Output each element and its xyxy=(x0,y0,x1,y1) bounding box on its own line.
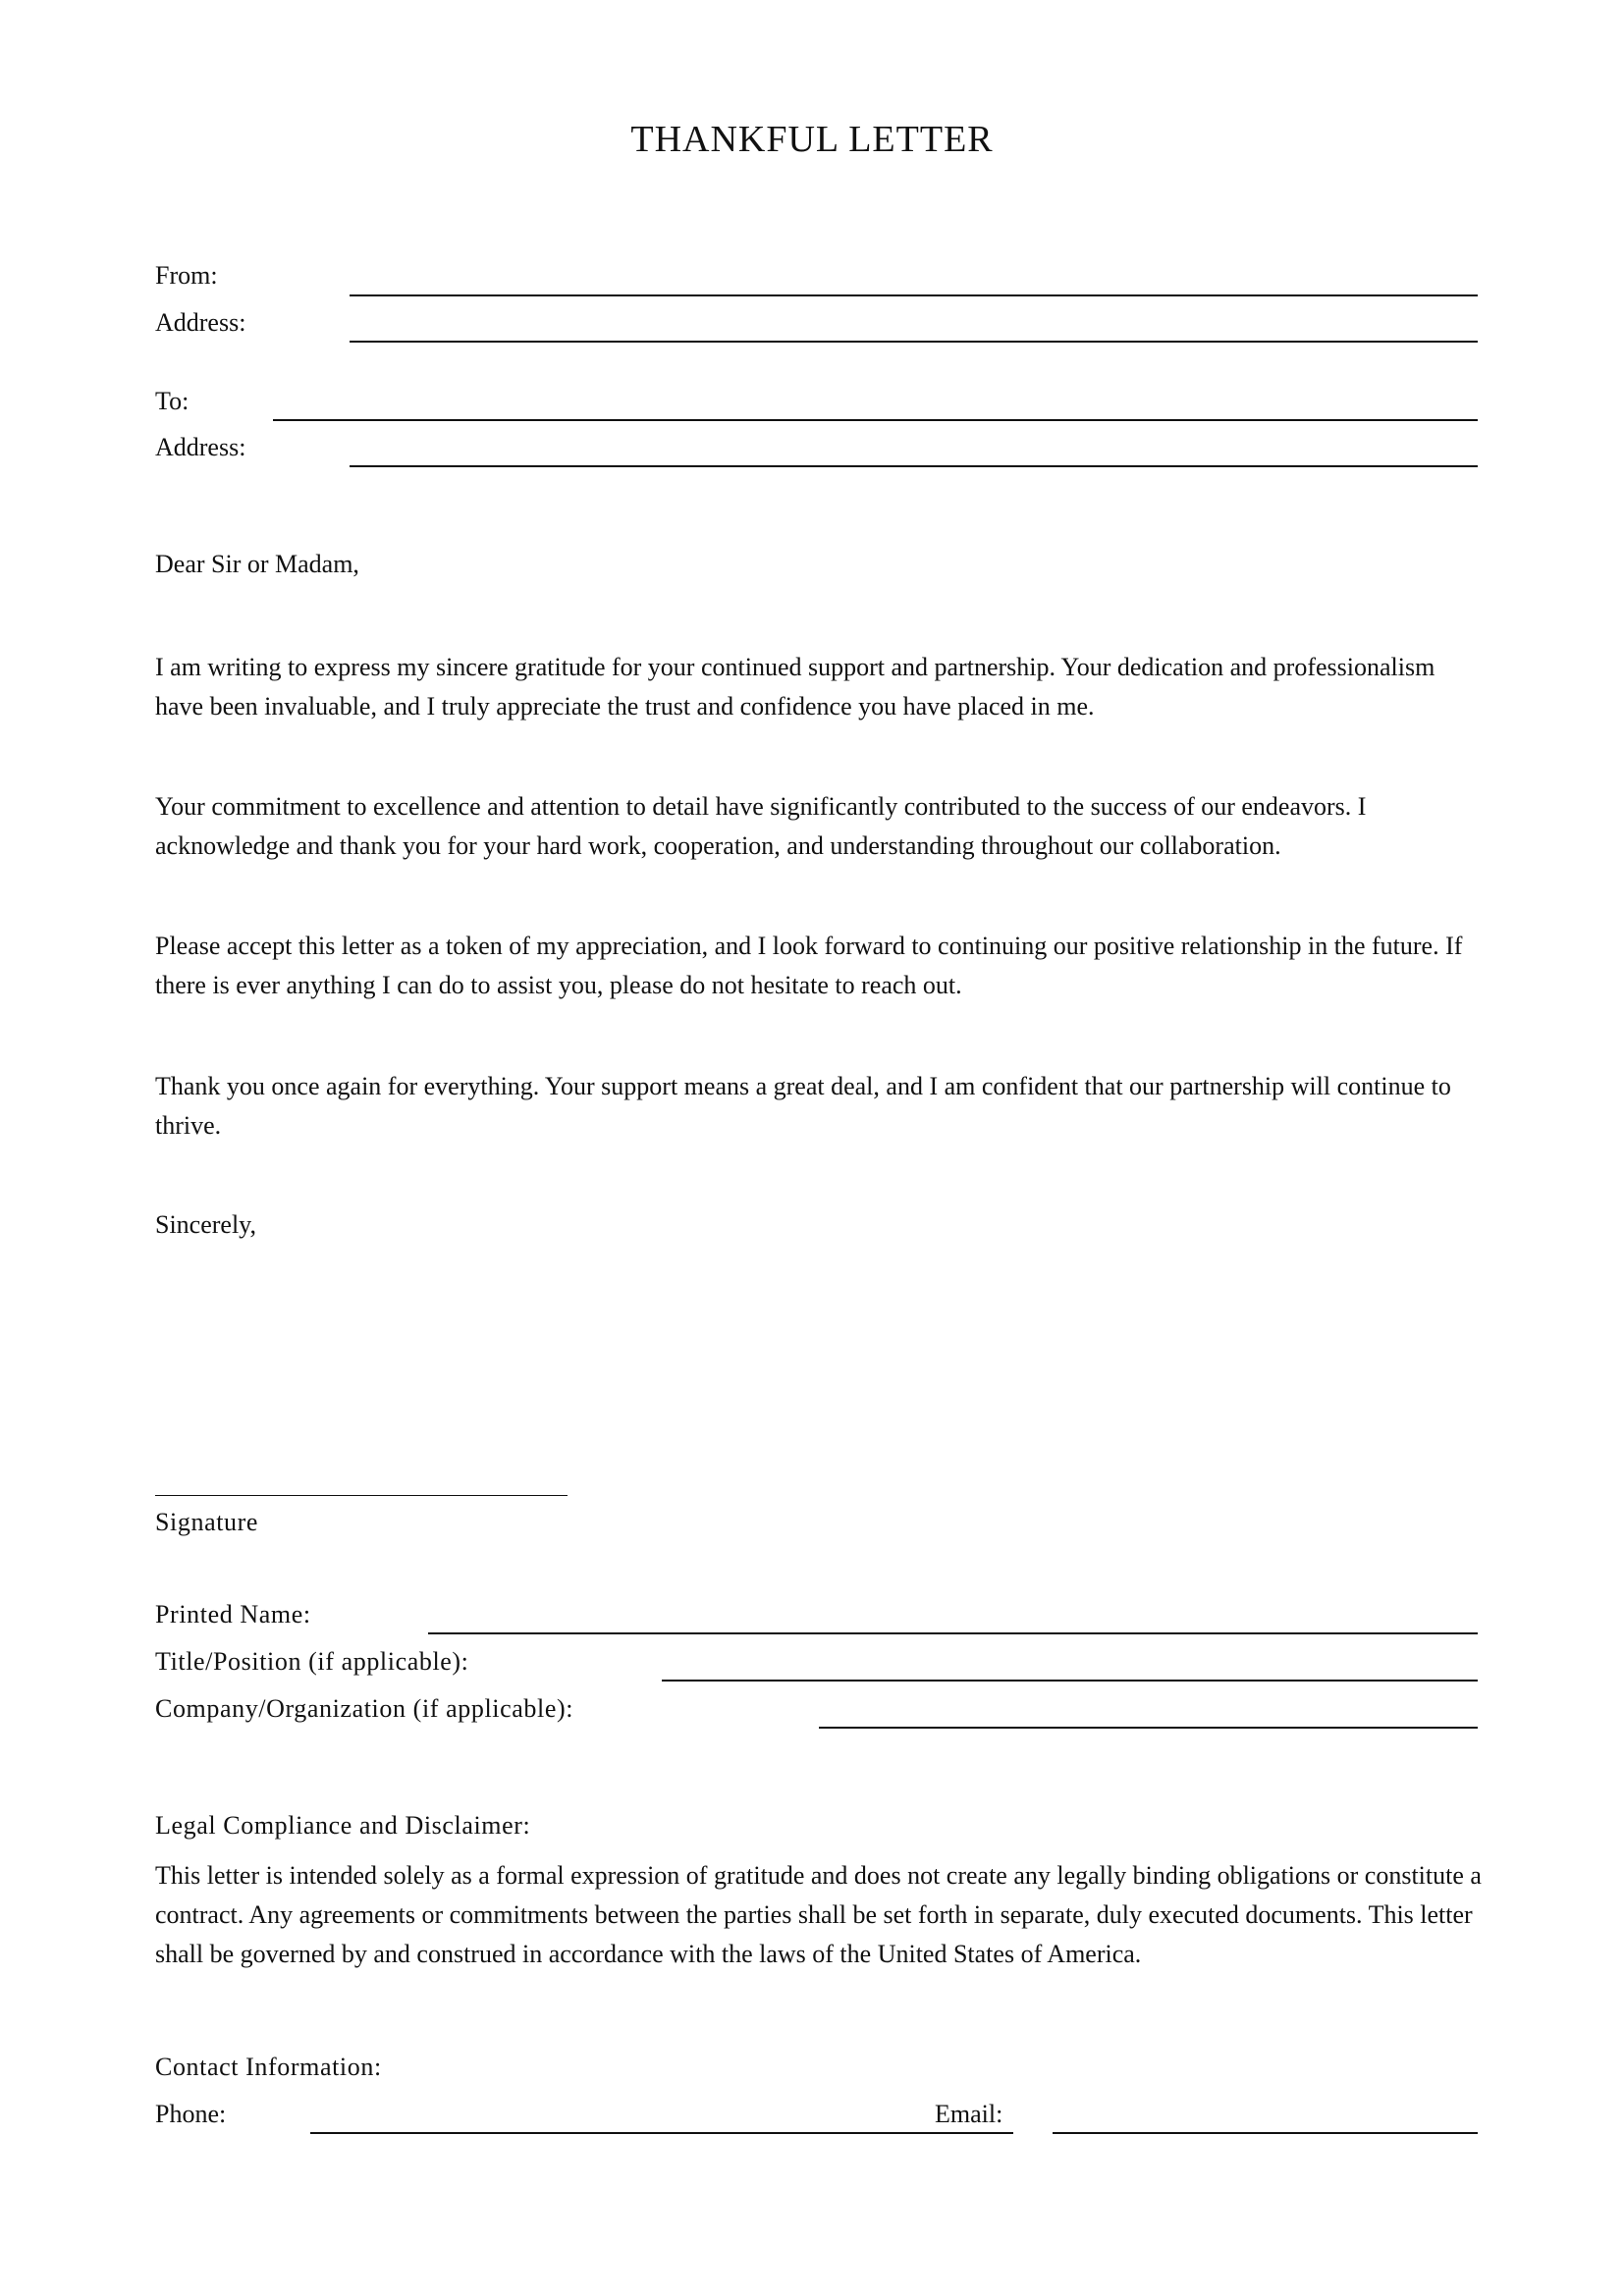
title-position-label: Title/Position (if applicable): xyxy=(155,1647,469,1676)
legal-text: This letter is intended solely as a formal expression of gratitude and does not create any legally binding obligations or constitute a contract. Any agreements or commitments between the parties shall be set forth in separate, duly executed documents. This letter shall be governed by and construed in accordance with the laws of the United States of America. xyxy=(155,1861,1482,1968)
body-paragraph-1: I am writing to express my sincere gratitude for your continued support and partnership. Your dedication and professionalism have been invaluable, and I truly appreciate the trust and confidence you have placed in me. xyxy=(155,653,1435,721)
phone-field-line[interactable] xyxy=(310,2132,1013,2134)
body-paragraph-4: Thank you once again for everything. Your support means a great deal, and I am confident that our partnership will continue to thrive. xyxy=(155,1072,1451,1140)
title-position-field-line[interactable] xyxy=(662,1680,1478,1682)
to-field-line[interactable] xyxy=(273,419,1478,421)
closing: Sincerely, xyxy=(155,1210,256,1239)
salutation: Dear Sir or Madam, xyxy=(155,550,359,578)
legal-heading: Legal Compliance and Disclaimer: xyxy=(155,1811,531,1840)
company-label: Company/Organization (if applicable): xyxy=(155,1694,574,1723)
body-paragraph-2: Your commitment to excellence and attention to detail have significantly contributed to the success of our endeavors. I acknowledge and thank you for your hard work, cooperation, and understanding throughout our collaboration. xyxy=(155,792,1367,860)
email-field-line[interactable] xyxy=(1053,2132,1478,2134)
body-paragraph-3: Please accept this letter as a token of my appreciation, and I look forward to continuing our positive relationship in the future. If there is ever anything I can do to assist you, please do not hesitate to reach out. xyxy=(155,932,1463,999)
to-label: To: xyxy=(155,387,189,415)
contact-heading: Contact Information: xyxy=(155,2053,382,2081)
from-field-line[interactable] xyxy=(350,294,1478,296)
from-label: From: xyxy=(155,261,218,290)
signature-line[interactable] xyxy=(155,1495,568,1496)
phone-label: Phone: xyxy=(155,2100,227,2128)
from-address-field-line[interactable] xyxy=(350,341,1478,343)
printed-name-label: Printed Name: xyxy=(155,1600,311,1629)
from-address-label: Address: xyxy=(155,308,246,337)
email-label: Email: xyxy=(935,2100,1003,2128)
signature-label: Signature xyxy=(155,1508,259,1536)
printed-name-field-line[interactable] xyxy=(428,1632,1478,1634)
to-address-field-line[interactable] xyxy=(350,465,1478,467)
company-field-line[interactable] xyxy=(819,1727,1478,1729)
document-title: THANKFUL LETTER xyxy=(630,119,994,160)
to-address-label: Address: xyxy=(155,433,246,461)
